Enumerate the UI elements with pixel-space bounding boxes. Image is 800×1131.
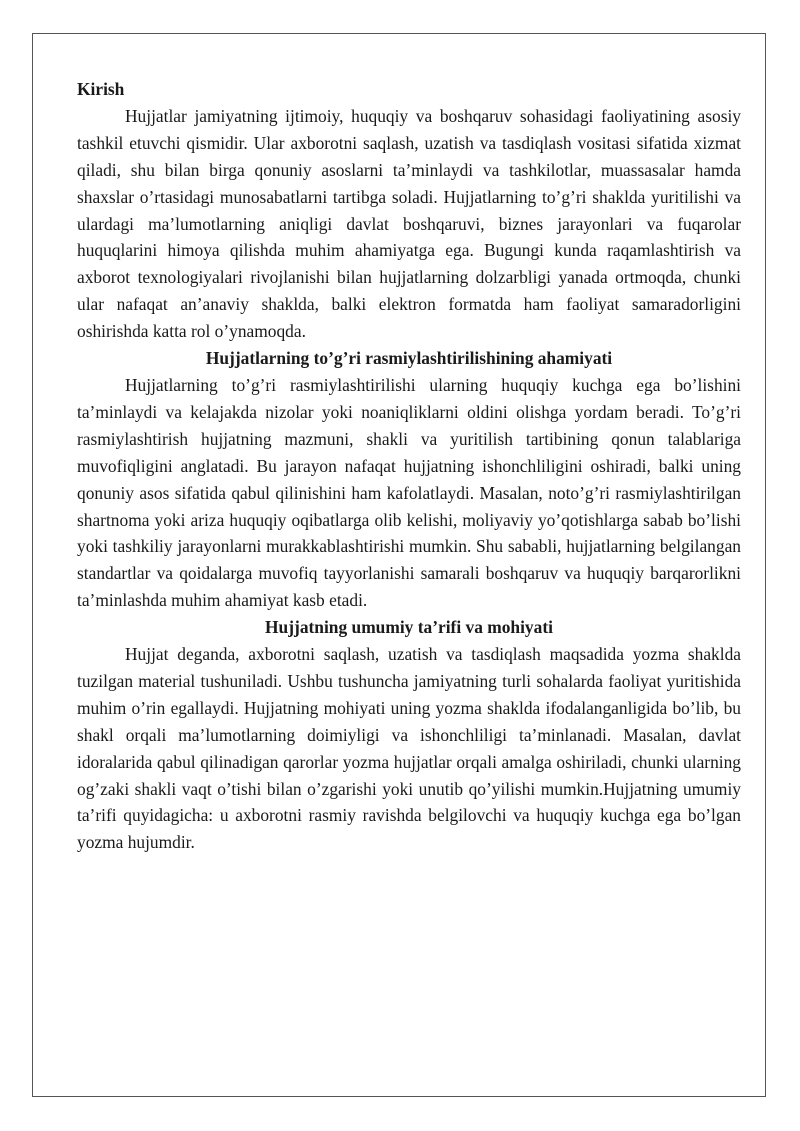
section-paragraph-importance: Hujjatlarning to’g’ri rasmiylashtirilishi ularning huquqiy kuchga ega bo’lishini ta’minlaydi va kelajakda nizolar yoki noaniqliklarni oldini olishga yordam beradi. To’g’ri rasmiylashtirish hujjatning mazmuni, shakli va yuritilish tartibining qonun talablariga muvofiqligini anglatadi. Bu jarayon nafaqat hujjatning ishonchliligini oshiradi, balki uning qonuniy asos sifatida qabul qilinishini ham kafolatlaydi. Masalan, noto’g’ri rasmiylashtirilgan shartnoma yoki ariza huquqiy oqibatlarga olib kelishi, moliyaviy yo’qotishlarga sabab bo’lishi yoki tashkiliy jarayonlarni murakkablashtirishi mumkin. Shu sababli, hujjatlarning belgilangan standartlar va qoidalarga muvofiq tayyorlanishi samarali boshqaruv va huquqiy barqarorlikni ta’minlashda muhim ahamiyat kasb etadi. — [77, 374, 741, 611]
intro-heading: Kirish — [77, 79, 125, 99]
section-paragraph-definition: Hujjat deganda, axborotni saqlash, uzatish va tasdiqlash maqsadida yozma shaklda tuzilgan material tushuniladi. Ushbu tushuncha jamiyatning turli sohalarda faoliyat yuritishida muhim o’rin egallaydi. Hujjatning mohiyati uning yozma shaklda ifodalanganligida bo’lib, bu shakl orqali ma’lumotlarning doimiyligi va ishonchliligi ta’minlanadi. Masalan, davlat idoralarida qabul qilinadigan qarorlar yozma hujjatlar orqali amalga oshiriladi, chunki ularning og’zaki shakli vaqt o’tishi bilan o’zgarishi yoki unutib qo’yilishi mumkin.Hujjatning umumiy ta’rifi quyidagicha: u axborotni rasmiy ravishda belgilovchi va huquqiy kuchga ega bo’lgan yozma hujumdir. — [77, 644, 741, 853]
section-heading-importance: Hujjatlarning to’g’ri rasmiylashtirilishining ahamiyati — [205, 348, 613, 369]
section-heading-definition: Hujjatning umumiy ta’rifi va mohiyati — [265, 617, 553, 638]
intro-paragraph: Hujjatlar jamiyatning ijtimoiy, huquqiy va boshqaruv sohasidagi faoliyatining asosiy tashkil etuvchi qismidir. Ular axborotni saqlash, uzatish va tasdiqlash vositasi sifatida xizmat qiladi, shu bilan birga qonuniy asoslarni ta’minlaydi va tashkilotlar, muassasalar hamda shaxslar o’rtasidagi munosabatlarni tartibga soladi. Hujjatlarning to’g’ri shaklda yuritilishi va ulardagi ma’lumotlarning aniqligi davlat boshqaruvi, biznes jarayonlari va fuqarolar huquqlarini himoya qilishda muhim ahamiyatga ega. Bugungi kunda raqamlashtirish va axborot texnologiyalari rivojlanishi bilan hujjatlarning dolzarbligi yanada ortmoqda, chunki ular nafaqat an’anaviy shaklda, balki elektron formatda ham faoliyat samaradorligini oshirishda katta rol o’ynamoqda. — [77, 105, 741, 342]
document-body — [77, 76, 741, 856]
